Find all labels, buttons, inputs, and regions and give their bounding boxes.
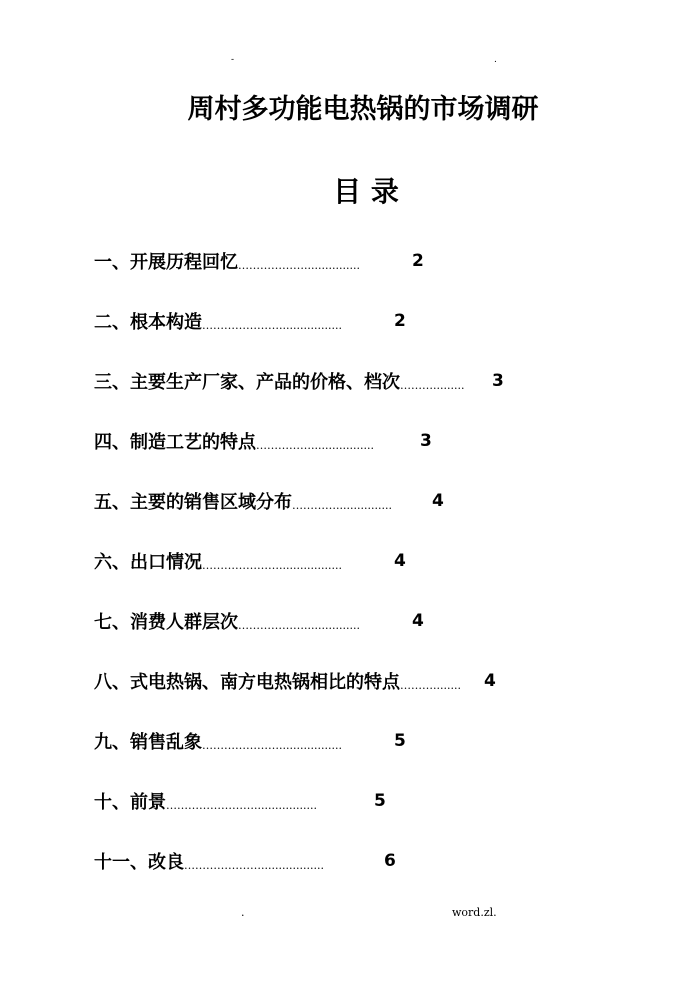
toc-entry-leader: ………………….................. <box>202 739 342 752</box>
toc-entry-page: 5 <box>374 791 386 811</box>
toc-entry[interactable] <box>94 846 396 876</box>
toc-entry-leader: ………......... <box>400 379 465 392</box>
toc-entry-page: 4 <box>394 551 406 571</box>
toc-entry[interactable] <box>94 426 432 456</box>
toc-entry-label: 三、主要生产厂家、产品的价格、档次 <box>94 372 400 393</box>
toc-entry-leader: ………………................ <box>238 619 360 632</box>
toc-entry-page: 2 <box>412 251 424 271</box>
toc-entry-page: 3 <box>492 371 504 391</box>
toc-entry-label: 七、消费人群层次 <box>94 612 238 633</box>
toc-entry[interactable] <box>94 306 406 336</box>
toc-entry-page: 4 <box>412 611 424 631</box>
toc-entry-label: 十、前景 <box>94 792 166 813</box>
toc-entry-label: 四、制造工艺的特点 <box>94 432 256 453</box>
toc-entry[interactable] <box>94 486 444 516</box>
toc-entry[interactable] <box>94 246 424 276</box>
toc-entry-page: 3 <box>420 431 432 451</box>
toc-entry-leader: ………………................ <box>238 259 360 272</box>
toc-entry[interactable] <box>94 786 386 816</box>
toc-entry-label: 九、销售乱象 <box>94 732 202 753</box>
document-title: 周村多功能电热锅的市场调研 <box>187 94 539 125</box>
toc-entry[interactable] <box>94 606 424 636</box>
toc-entry-page: 5 <box>394 731 406 751</box>
toc-entry-label: 一、开展历程回忆 <box>94 252 238 273</box>
toc-entry-page: 4 <box>432 491 444 511</box>
toc-entry-label: 五、主要的销售区域分布 <box>94 492 292 513</box>
toc-entry-label: 二、根本构造 <box>94 312 202 333</box>
footer-mark-left: . <box>241 906 245 919</box>
header-mark-right: . <box>494 55 497 65</box>
toc-entry-leader: ………………….................. <box>184 859 324 872</box>
toc-entry-page: 2 <box>394 311 406 331</box>
toc-entry-leader: ………………….................. <box>202 559 342 572</box>
toc-entry-page: 4 <box>484 671 496 691</box>
footer-source-text: word.zl. <box>452 906 497 919</box>
toc-entry-page: 6 <box>384 851 396 871</box>
toc-entry-leader: ………………….................. <box>202 319 342 332</box>
toc-entry-label: 六、出口情况 <box>94 552 202 573</box>
toc-entry[interactable] <box>94 546 406 576</box>
toc-entry-leader: …………….................. <box>256 439 374 452</box>
toc-entry[interactable] <box>94 666 496 696</box>
header-mark-left: - <box>231 55 235 65</box>
toc-entry[interactable] <box>94 726 406 756</box>
toc-entry-leader: …………................ <box>292 499 392 512</box>
toc-entry-label: 十一、改良 <box>94 852 184 873</box>
toc-entry-leader: …………………….................. <box>166 799 317 812</box>
toc-entry[interactable] <box>94 366 504 396</box>
toc-heading: 目 录 <box>333 175 399 208</box>
toc-entry-label: 八、式电热锅、南方电热锅相比的特点 <box>94 672 400 693</box>
toc-entry-leader: ………........ <box>400 679 461 692</box>
